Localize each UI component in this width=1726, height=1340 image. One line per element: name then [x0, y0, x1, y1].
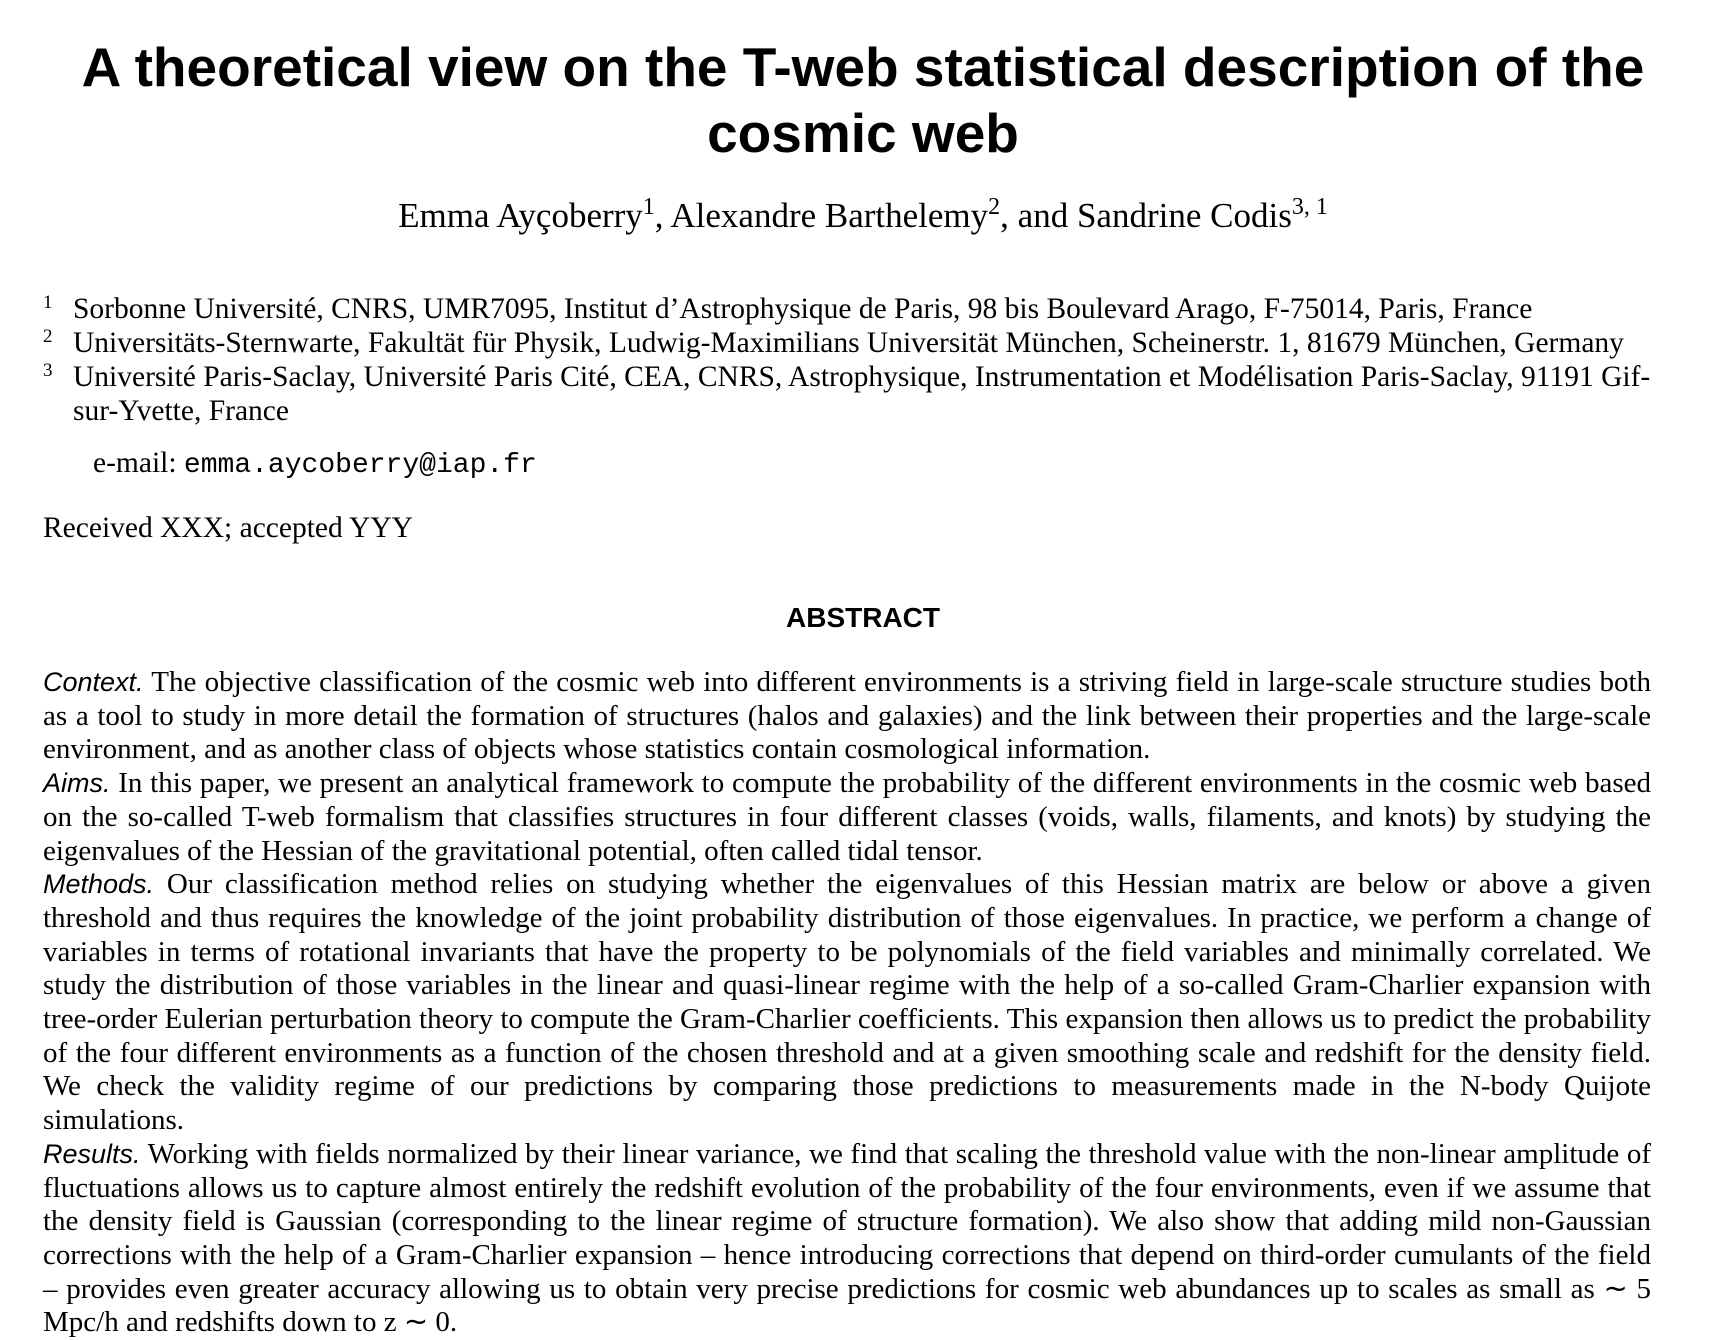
received-note: Received XXX; accepted YYY	[43, 512, 413, 544]
author-name: Sandrine Codis	[1076, 196, 1292, 235]
affiliation-1	[43, 292, 1651, 326]
author-name: Alexandre Barthelemy	[670, 196, 989, 235]
affiliation-3	[43, 360, 1651, 428]
author-name: Emma Ayçoberry	[398, 196, 643, 235]
context-text: The objective classification of the cosmic web into different environments is a striving field in large-scale structure studies both as a tool to study in more detail the formation of structures (halos and galaxies) and the link between their properties and the large-scale environment, and as another class of objects whose statistics contain cosmological information.	[43, 666, 1652, 766]
affiliation-text: Universitäts-Sternwarte, Fakultät für Physik, Ludwig-Maximilians Universität München, Scheinerstr. 1, 81679 München, Germany	[73, 327, 1624, 359]
email-label: e-mail:	[93, 447, 177, 479]
affiliation-text: Sorbonne Université, CNRS, UMR7095, Institut d’Astrophysique de Paris, 98 bis Boulevard Arago, F-75014, Paris, France	[73, 293, 1533, 325]
author-affiliation-mark: 1	[642, 194, 655, 220]
author-separator: ,	[654, 196, 671, 235]
author-list	[40, 194, 1686, 238]
context-label: Context.	[43, 667, 144, 697]
abstract-methods	[43, 868, 1651, 1138]
author-affiliation-mark: 3, 1	[1291, 194, 1328, 220]
aims-text: In this paper, we present an analytical framework to compute the probability of the different environments in the cosmic web based on the so-called T-web formalism that classifies structures in four different classes (voids, walls, filaments, and knots) by studying the eigenvalues of the Hessian of the gravitational potential, often called tidal tensor.	[43, 767, 1652, 867]
results-label: Results.	[43, 1138, 141, 1169]
abstract-results	[43, 1138, 1651, 1340]
abstract-body	[43, 666, 1651, 1340]
abstract-heading: ABSTRACT	[786, 602, 940, 633]
author-affiliation-mark: 2	[988, 194, 1001, 220]
email-address[interactable]: emma.aycoberry@iap.fr	[183, 450, 537, 481]
results-text: Working with fields normalized by their linear variance, we find that scaling the threshold value with the non-linear amplitude of fluctuations allows us to capture almost entirely the redshift evolution of the probability of the four environments, even if we assume that the density field is Gaussian (corresponding to the linear regime of structure formation). We also show that adding mild non-Gaussian corrections with the help of a Gram-Charlier expansion – hence introducing corrections that depend on third-order cumulants of the field – provides even greater accuracy allowing us to obtain very precise predictions for cosmic web abundances up to scales as small as ∼ 5 Mpc/h and redshifts down to z ∼ 0.	[43, 1137, 1651, 1339]
author-separator: , and	[1000, 196, 1077, 235]
contact-email	[93, 446, 537, 483]
affiliation-2	[43, 326, 1651, 360]
methods-label: Methods.	[43, 869, 155, 900]
abstract-aims	[43, 767, 1651, 868]
affiliation-number: 2	[43, 326, 53, 347]
abstract-context	[43, 666, 1651, 767]
aims-label: Aims.	[43, 768, 111, 799]
paper-title: A theoretical view on the T-web statistical description of the cosmic web	[81, 36, 1645, 164]
methods-text: Our classification method relies on studying whether the eigenvalues of this Hessian matrix are below or above a given threshold and thus requires the knowledge of the joint probability distribution of those eigenvalues. In practice, we perform a change of variables in terms of rotational invariants that have the property to be polynomials of the field variables and minimally correlated. We study the distribution of those variables in the linear and quasi-linear regime with the help of a so-called Gram-Charlier expansion with tree-order Eulerian perturbation theory to compute the Gram-Charlier coefficients. This expansion then allows us to predict the probability of the four different environments as a function of the chosen threshold and at a given smoothing scale and redshift for the density field. We check the validity regime of our predictions by comparing those predictions to measurements made in the N-body Quijote simulations.	[43, 868, 1652, 1137]
affiliation-number: 3	[43, 360, 53, 381]
affiliation-number: 1	[43, 292, 53, 313]
affiliation-text: Université Paris-Saclay, Université Paris Cité, CEA, CNRS, Astrophysique, Instrumentation et Modélisation Paris-Saclay, 91191 Gif-sur-Yvette, France	[73, 361, 1651, 427]
